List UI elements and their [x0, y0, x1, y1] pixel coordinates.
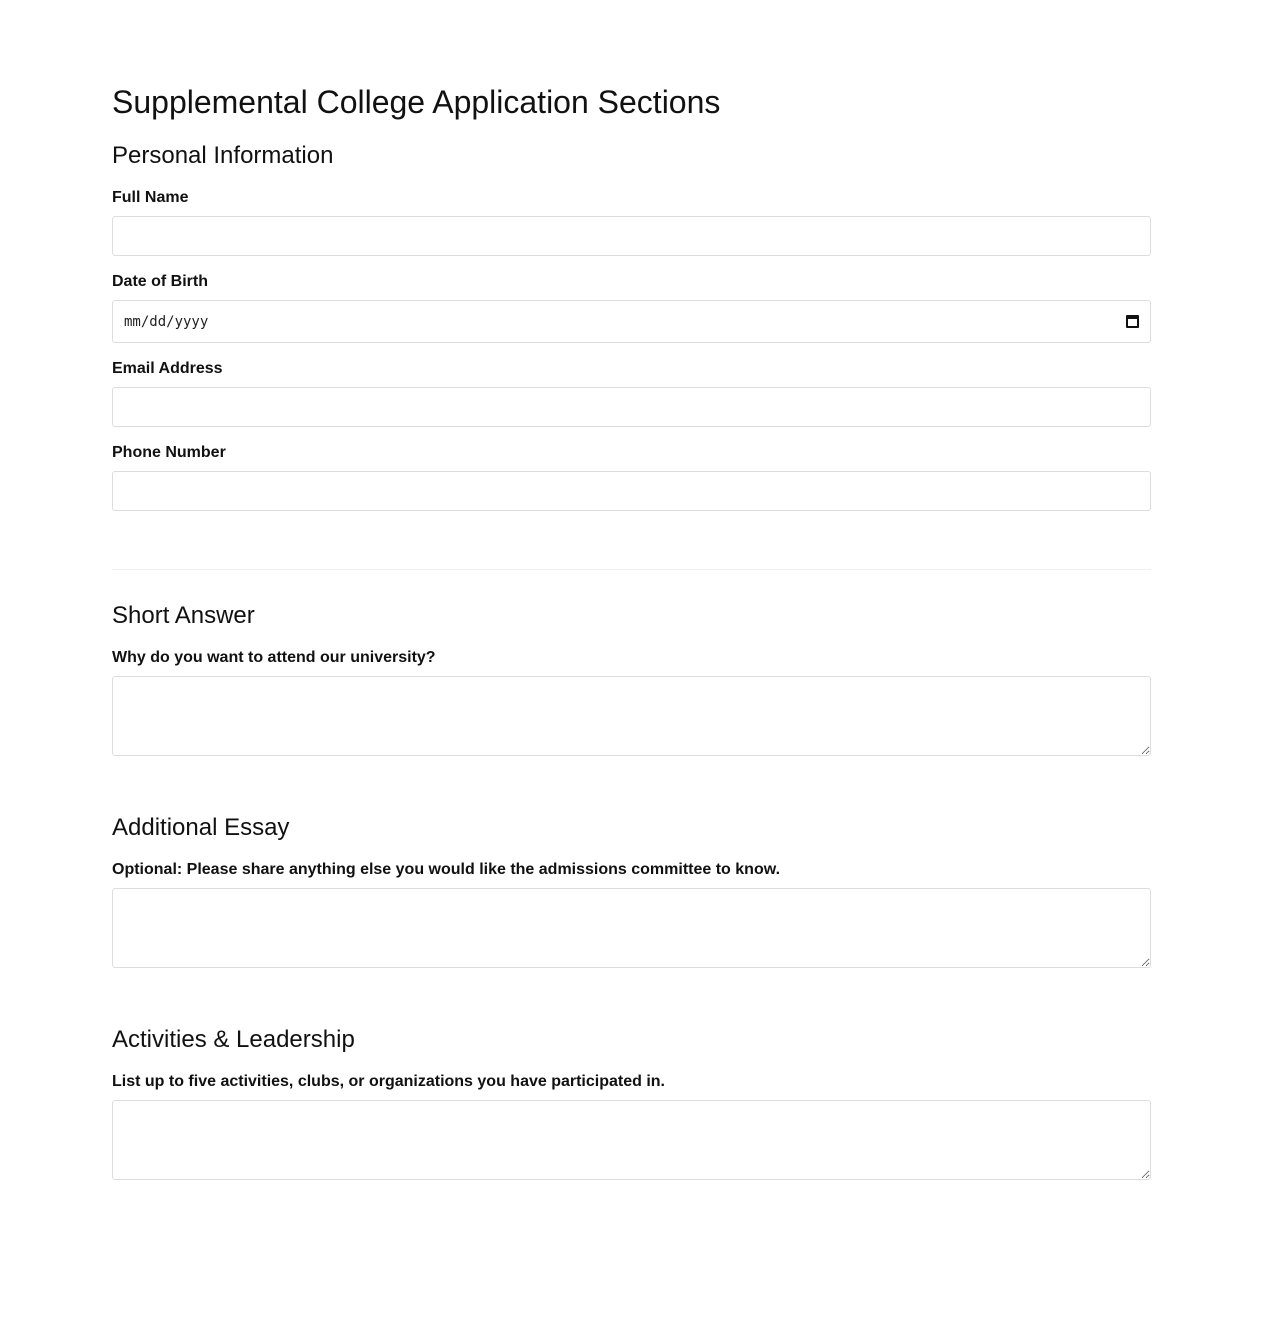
calendar-icon[interactable]: [1126, 315, 1139, 328]
short-answer-textarea[interactable]: [112, 676, 1151, 756]
page-title: Supplemental College Application Sections: [112, 84, 721, 120]
section-heading-activities: Activities & Leadership: [112, 1026, 355, 1053]
activities-textarea[interactable]: [112, 1100, 1151, 1180]
section-divider: [112, 569, 1151, 570]
section-heading-short-answer: Short Answer: [112, 602, 255, 629]
date-of-birth-input[interactable]: [112, 300, 1151, 343]
date-placeholder: mm/dd/yyyy: [124, 313, 209, 330]
full-name-label: Full Name: [112, 189, 189, 206]
activities-label: List up to five activities, clubs, or organizations you have participated in.: [112, 1073, 665, 1090]
full-name-input[interactable]: [112, 216, 1151, 256]
section-heading-additional-essay: Additional Essay: [112, 814, 290, 841]
section-heading-personal-information: Personal Information: [112, 142, 334, 169]
email-input[interactable]: [112, 387, 1151, 427]
date-of-birth-label: Date of Birth: [112, 273, 208, 290]
short-answer-label: Why do you want to attend our university?: [112, 649, 436, 666]
phone-label: Phone Number: [112, 444, 226, 461]
email-label: Email Address: [112, 360, 223, 377]
additional-essay-textarea[interactable]: [112, 888, 1151, 968]
phone-input[interactable]: [112, 471, 1151, 511]
additional-essay-label: Optional: Please share anything else you would like the admissions committee to know.: [112, 861, 781, 878]
